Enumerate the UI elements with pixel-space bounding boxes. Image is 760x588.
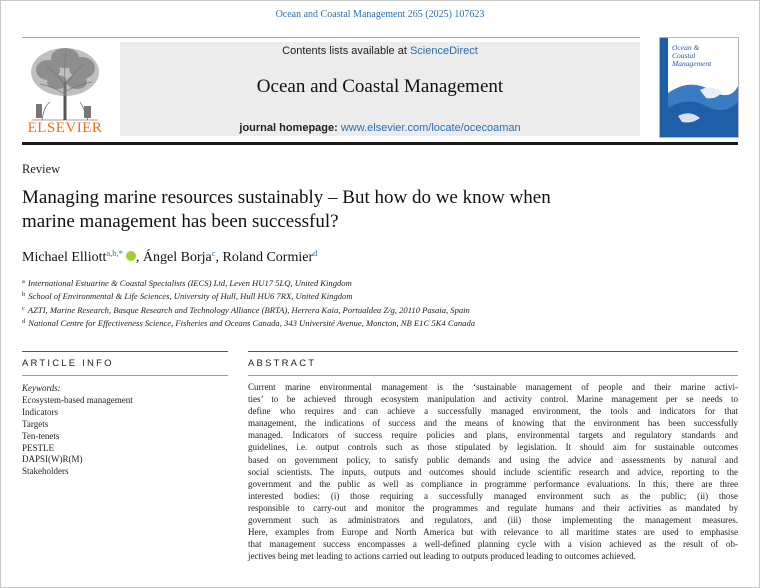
journal-cover-thumbnail[interactable] [659, 37, 739, 138]
article-title-line1: Managing marine resources sustainably – But how do we know when [22, 187, 551, 208]
journal-citation-link[interactable]: Ocean and Coastal Management 265 (2025) 107623 [275, 9, 485, 20]
abstract-line: Here, examples from Europe and North America but with relevance to all maritime states are used to emphasise [248, 527, 738, 538]
article-type: Review [22, 162, 61, 176]
abstract-line: management, the indications of success and the means of knowing that the environment has been successfully [248, 418, 738, 429]
abstract-line: ties’ to be achieved through ecosystem manipulation and activity control. Marine management per se needs to [248, 394, 738, 405]
journal-header-box [120, 42, 640, 136]
header-top-rule [22, 37, 640, 38]
abstract-line: define who requires and can achieve a successfully managed environment, the tools and indicators for that [248, 406, 738, 417]
affiliation-key: b [22, 291, 26, 299]
abstract-line: government and the public as well as compliance in programme performance evaluations. In this, there are three [248, 478, 738, 489]
abstract-line: managed. Indicators of success require policies and plans, environmental targets and regulatory standards and [248, 430, 738, 441]
sciencedirect-link[interactable]: ScienceDirect [409, 45, 478, 57]
author-affil-sup[interactable]: d [313, 248, 318, 258]
contents-prefix: Contents lists available at [282, 45, 410, 57]
author-affil-sup[interactable]: c [211, 248, 216, 258]
affiliation-item [22, 316, 742, 329]
publisher-wordmark: ELSEVIER [27, 120, 103, 136]
abstract-line: government such as administrators and regulators, and (iii) those implementing the management measures. [248, 515, 738, 526]
orcid-icon[interactable] [126, 251, 136, 261]
cover-title-line1: Ocean & [672, 43, 700, 52]
affiliation-list [22, 276, 742, 329]
affiliation-item [22, 289, 742, 302]
keyword-item: Indicators [22, 406, 58, 417]
keyword-item: Ten-tenets [22, 430, 60, 441]
abstract-line: jectives being met leading to actions carried out leading to outputs produced leading to outcomes achieved. [248, 551, 636, 562]
cover-artwork [660, 38, 738, 137]
abstract-line: interested bodies: (i) those requiring a successfully managed environment such as the public; (ii) those [248, 490, 738, 501]
author-list [22, 248, 317, 266]
affiliation-text: National Centre for Effectiveness Science, Fisheries and Oceans Canada, 343 Université Avenue, Moncton, NB E1C 5K4 Canada [28, 317, 476, 328]
author-separator: , [215, 250, 223, 265]
abstract-heading: ABSTRACT [248, 358, 317, 369]
homepage-link[interactable]: www.elsevier.com/locate/ocecoaman [340, 122, 521, 134]
abstract-body [248, 381, 738, 562]
affiliation-text: School of Environmental & Life Sciences, University of Hull, Hull HU6 7RX, United Kingdom [28, 291, 353, 302]
author-name[interactable]: Michael Elliott [22, 250, 107, 265]
article-title-line2: marine management has been successful? [22, 211, 339, 232]
homepage-line [120, 122, 640, 134]
author-separator: , [135, 250, 143, 265]
abstract-top-rule [248, 351, 738, 352]
affiliation-item [22, 276, 742, 289]
affiliation-item [22, 303, 742, 316]
header-bottom-rule [22, 142, 738, 145]
journal-name: Ocean and Coastal Management [256, 76, 504, 97]
abstract-line: that management success encompasses a well-defined planning cycle with a vision achieved as the result of ob- [248, 539, 738, 550]
abstract-line: guidelines, i.e. output controls such as those stipulated by legislation. It should aim for sustainable outcomes [248, 442, 738, 453]
abstract-line: based on government policy, to satisfy public demands and using the advice and assessments by natural and [248, 454, 738, 465]
keyword-item: Targets [22, 418, 49, 429]
article-info-top-rule [22, 351, 228, 352]
keyword-item: DAPSI(W)R(M) [22, 454, 83, 465]
abstract-rule [248, 375, 738, 376]
affiliation-key: a [22, 278, 25, 285]
author-name[interactable]: Roland Cormier [222, 250, 314, 265]
affiliation-key: c [22, 304, 25, 312]
keyword-item: Ecosystem-based management [22, 394, 133, 405]
author-name[interactable]: Ángel Borja [142, 250, 212, 265]
keywords-label: Keywords: [22, 383, 61, 393]
affiliation-text: AZTI, Marine Research, Basque Research and Technology Alliance (BRTA), Herrera Kaia, Portualdea Z/g, 20110 Pasaia, Spain [27, 304, 470, 315]
abstract-line: social scientists. The inputs, outputs and outcomes should include scientific research and advice, reporting to the [248, 466, 738, 477]
keyword-item: Stakeholders [22, 466, 69, 477]
cover-title-line3: Management [672, 59, 712, 68]
homepage-label: journal homepage: [239, 122, 341, 134]
affiliation-key: d [22, 317, 26, 325]
keywords-block [22, 383, 222, 478]
abstract-line: Current marine environmental management is the ‘sustainable management of people and their marine activi- [248, 382, 738, 392]
article-info-heading: ARTICLE INFO [22, 358, 114, 369]
author-affil-sup[interactable]: a,b,* [106, 248, 123, 258]
contents-line [120, 45, 640, 57]
cover-title-line2: Coastal [672, 51, 696, 60]
article-title [22, 186, 662, 234]
keyword-item: PESTLE [22, 442, 55, 453]
abstract-line: responsible to carry-out and monitor the programmes and regulate humans and their activities as mandated by [248, 502, 738, 513]
affiliation-text: International Estuarine & Coastal Specialists (IECS) Ltd, Leven HU17 5LQ, United Kingdom [27, 278, 352, 288]
article-info-rule [22, 375, 228, 376]
